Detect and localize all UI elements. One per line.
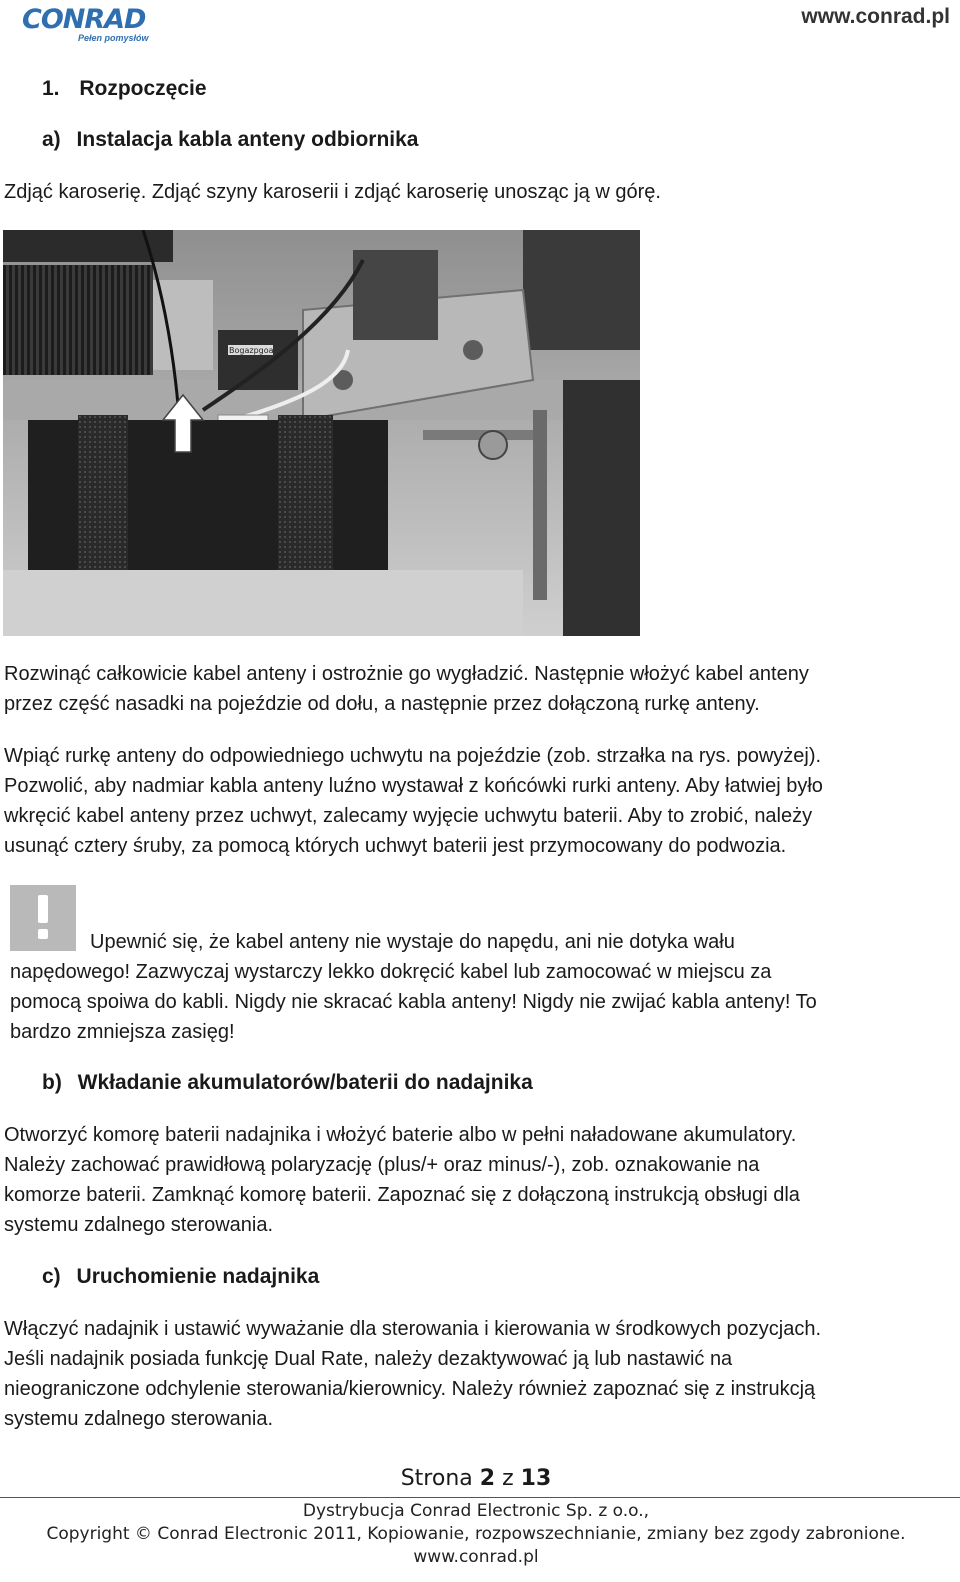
subsection-a-heading bbox=[42, 128, 418, 152]
subsection-c-heading bbox=[42, 1265, 319, 1289]
paragraph-line: nieograniczone odchylenie sterowania/kierownicy. Należy również zapoznać się z instrukcją bbox=[4, 1378, 816, 1400]
paragraph-line: Włączyć nadajnik i ustawić wyważanie dla sterowania i kierowania w środkowych pozycjach. bbox=[4, 1318, 822, 1340]
subsection-b-title: Wkładanie akumulatorów/baterii do nadajnika bbox=[77, 1071, 533, 1094]
subsection-b-number: b) bbox=[42, 1071, 62, 1094]
conrad-logo bbox=[20, 6, 160, 44]
paragraph-line: przez część nasadki na pojeździe od dołu, a następnie przez dołączoną rurkę anteny. bbox=[4, 693, 760, 715]
paragraph-line: systemu zdalnego sterowania. bbox=[4, 1214, 274, 1236]
subsection-a-number: a) bbox=[42, 128, 61, 151]
paragraph-unroll-cable bbox=[4, 659, 954, 719]
paragraph-antenna-tube bbox=[4, 741, 954, 861]
logo-wordmark: CONRAD bbox=[22, 4, 146, 35]
warning-text bbox=[10, 927, 955, 1047]
subsection-c-number: c) bbox=[42, 1265, 61, 1288]
section-number: 1. bbox=[42, 77, 60, 100]
paragraph-line: wkręcić kabel anteny przez uchwyt, zalecamy wyjęcie uchwytu baterii. Aby to zrobić, należy bbox=[4, 805, 813, 827]
page-number bbox=[0, 1466, 952, 1491]
paragraph-remove-body: Zdjąć karoserię. Zdjąć szyny karoserii i zdjąć karoserię unosząc ją w górę. bbox=[4, 181, 661, 203]
warning-line: napędowego! Zazwyczaj wystarczy lekko dokręcić kabel lub zamocować w miejscu za bbox=[10, 961, 772, 983]
subsection-b-heading bbox=[42, 1071, 533, 1095]
page-separator: z bbox=[502, 1466, 514, 1491]
receiver-label: Bogazpgoa bbox=[229, 346, 274, 355]
footer-url[interactable]: www.conrad.pl bbox=[413, 1547, 539, 1567]
paragraph-line: Otworzyć komorę baterii nadajnika i włożyć baterie albo w pełni naładowane akumulatory. bbox=[4, 1124, 797, 1146]
subsection-a-title: Instalacja kabla anteny odbiornika bbox=[76, 128, 419, 151]
section-heading bbox=[42, 77, 207, 101]
paragraph-line: systemu zdalnego sterowania. bbox=[4, 1408, 274, 1430]
paragraph-transmitter bbox=[4, 1314, 954, 1434]
section-title: Rozpoczęcie bbox=[79, 77, 207, 100]
chassis-photo-image bbox=[3, 230, 640, 636]
subsection-c-title: Uruchomienie nadajnika bbox=[76, 1265, 320, 1288]
site-url[interactable]: www.conrad.pl bbox=[801, 5, 950, 28]
paragraph-line: Pozwolić, aby nadmiar kabla anteny luźno wystawał z końcówki rurki anteny. Aby łatwiej było bbox=[4, 775, 823, 797]
warning-line: pomocą spoiwa do kabli. Nigdy nie skracać kabla anteny! Nigdy nie zwijać kabla anteny! To bbox=[10, 991, 817, 1013]
warning-line: Upewnić się, że kabel anteny nie wystaje do napędu, ani nie dotyka wału bbox=[90, 931, 735, 953]
footer-distributor: Dystrybucja Conrad Electronic Sp. z o.o., bbox=[302, 1501, 650, 1521]
paragraph-batteries bbox=[4, 1120, 954, 1240]
chassis-photo bbox=[3, 230, 640, 636]
paragraph-line: Jeśli nadajnik posiada funkcję Dual Rate, należy dezaktywować ją lub nastawić na bbox=[4, 1348, 733, 1370]
page-total: 13 bbox=[520, 1466, 552, 1491]
paragraph-line: komorze baterii. Zamknąć komorę baterii. Zapoznać się z dołączoną instrukcją obsługi dla bbox=[4, 1184, 800, 1206]
logo-tagline: Pełen pomysłów bbox=[78, 33, 149, 43]
footer-copyright: Copyright © Conrad Electronic 2011, Kopiowanie, rozpowszechnianie, zmiany bez zgody zabronione. bbox=[46, 1524, 906, 1544]
paragraph-line: Rozwinąć całkowicie kabel anteny i ostrożnie go wygładzić. Następnie włożyć kabel anteny bbox=[4, 663, 809, 685]
paragraph-line: Wpiąć rurkę anteny do odpowiedniego uchwytu na pojeździe (zob. strzałka na rys. powyżej). bbox=[4, 745, 822, 767]
page-prefix: Strona bbox=[400, 1466, 473, 1491]
footer-divider bbox=[0, 1497, 960, 1498]
paragraph-line: Należy zachować prawidłową polaryzację (plus/+ oraz minus/-), zob. oznakowanie na bbox=[4, 1154, 760, 1176]
paragraph-line: usunąć cztery śruby, za pomocą których uchwyt baterii jest przymocowany do podwozia. bbox=[4, 835, 787, 857]
page-current: 2 bbox=[479, 1466, 496, 1491]
warning-line: bardzo zmniejsza zasięg! bbox=[10, 1021, 235, 1043]
